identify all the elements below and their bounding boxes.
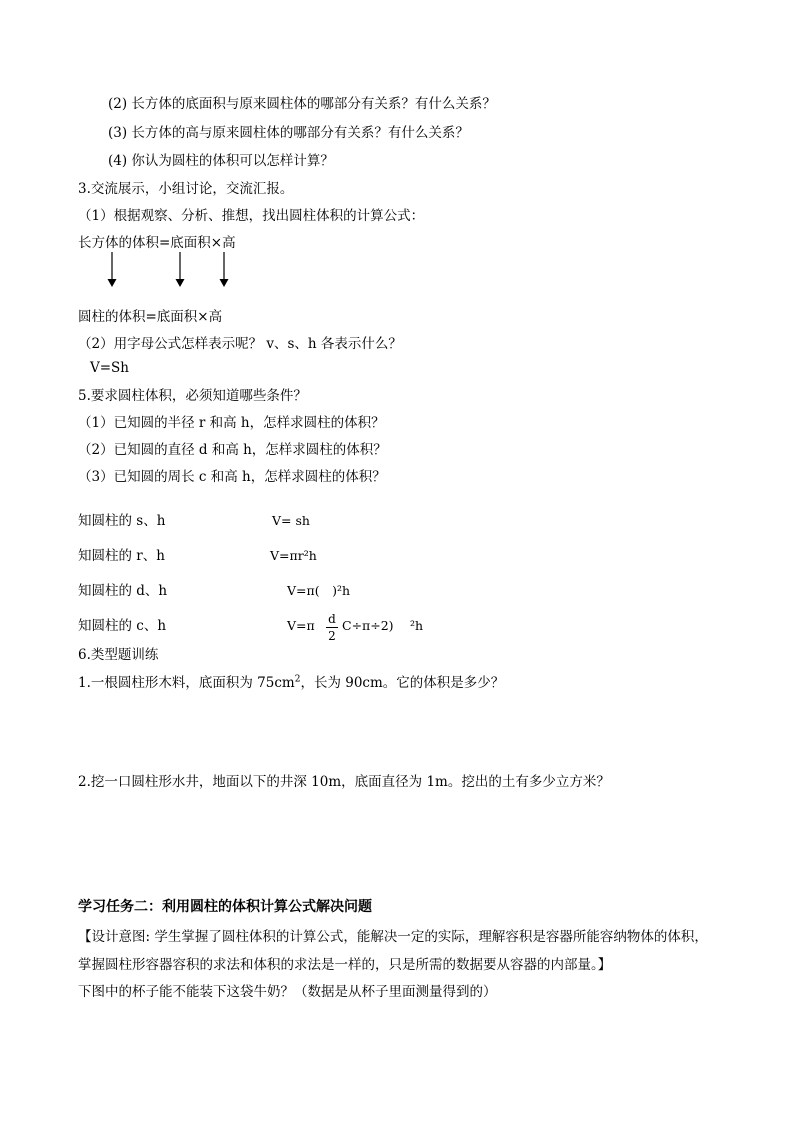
known-s-h: 知圆柱的 s、h bbox=[78, 513, 166, 529]
arrow-down-icon bbox=[218, 252, 230, 288]
formula-s-h: V= sh bbox=[272, 513, 310, 528]
fraction-d-over-2 bbox=[326, 612, 338, 643]
known-d-h: 知圆柱的 d、h bbox=[78, 583, 168, 599]
formula-d-h: V=π( )²h bbox=[287, 583, 351, 598]
section-5-heading: 5.要求圆柱体积，必须知道哪些条件？ bbox=[78, 388, 307, 404]
problem-1 bbox=[78, 674, 504, 692]
task-2-heading: 学习任务二：利用圆柱的体积计算公式解决问题 bbox=[78, 899, 372, 915]
question-3: (3) 长方体的高与原来圆柱体的哪部分有关系？有什么关系？ bbox=[108, 125, 469, 141]
design-intent-line-2: 掌握圆柱形容器容积的求法和体积的求法是一样的，只是所需的数据要从容器的内部量。】 bbox=[78, 957, 612, 973]
problem-1-text-a: 1.一根圆柱形木料，底面积为 75cm bbox=[78, 675, 295, 691]
arrow-down-icon bbox=[174, 252, 186, 288]
section-5-item-1: （1）已知圆的半径 r 和高 h，怎样求圆柱的体积？ bbox=[78, 415, 385, 431]
fraction-bar bbox=[326, 627, 338, 628]
fraction-numerator: d bbox=[328, 612, 336, 626]
question-2: (2) 长方体的底面积与原来圆柱体的哪部分有关系？有什么关系？ bbox=[108, 96, 496, 112]
problem-2: 2.挖一口圆柱形水井，地面以下的井深 10m，底面直径为 1m。挖出的土有多少立方米？ bbox=[78, 774, 610, 790]
milk-question: 下图中的杯子能不能装下这袋牛奶？（数据是从杯子里面测量得到的） bbox=[78, 984, 497, 1000]
known-r-h: 知圆柱的 r、h bbox=[78, 548, 165, 564]
problem-1-superscript: 2 bbox=[294, 674, 301, 685]
fraction-denominator: 2 bbox=[328, 629, 336, 643]
section-3-heading: 3.交流展示，小组讨论，交流汇报。 bbox=[78, 181, 294, 197]
cylinder-volume-formula: 圆柱的体积=底面积×高 bbox=[78, 309, 223, 325]
cuboid-volume-formula: 长方体的体积=底面积×高 bbox=[78, 235, 236, 251]
letter-formula: V=Sh bbox=[90, 360, 130, 376]
problem-1-text-b: ，长为 90cm。它的体积是多少？ bbox=[300, 675, 505, 691]
arrow-down-icon bbox=[106, 252, 118, 288]
section-3-item-2: （2）用字母公式怎样表示呢？ v、s、h 各表示什么？ bbox=[78, 336, 402, 352]
section-5-item-2: （2）已知圆的直径 d 和高 h，怎样求圆柱的体积？ bbox=[78, 442, 387, 458]
formula-r-h: V=πr²h bbox=[270, 548, 317, 563]
formula-c-h-body: C÷π÷2) bbox=[342, 618, 394, 633]
known-c-h: 知圆柱的 c、h bbox=[78, 618, 167, 634]
section-3-item-1: （1）根据观察、分析、推想，找出圆柱体积的计算公式： bbox=[78, 208, 425, 224]
formula-c-h-prefix: V=π bbox=[287, 618, 315, 633]
section-5-item-3: （3）已知圆的周长 c 和高 h，怎样求圆柱的体积？ bbox=[78, 469, 386, 485]
design-intent-line-1: 【设计意图: 学生掌握了圆柱体积的计算公式，能解决一定的实际，理解容积是容器所能容纳物体的体积， bbox=[78, 929, 708, 945]
formula-c-h-suffix: ²h bbox=[410, 618, 424, 633]
question-4: (4) 你认为圆柱的体积可以怎样计算？ bbox=[108, 153, 334, 169]
section-6-heading: 6.类型题训练 bbox=[78, 647, 159, 663]
